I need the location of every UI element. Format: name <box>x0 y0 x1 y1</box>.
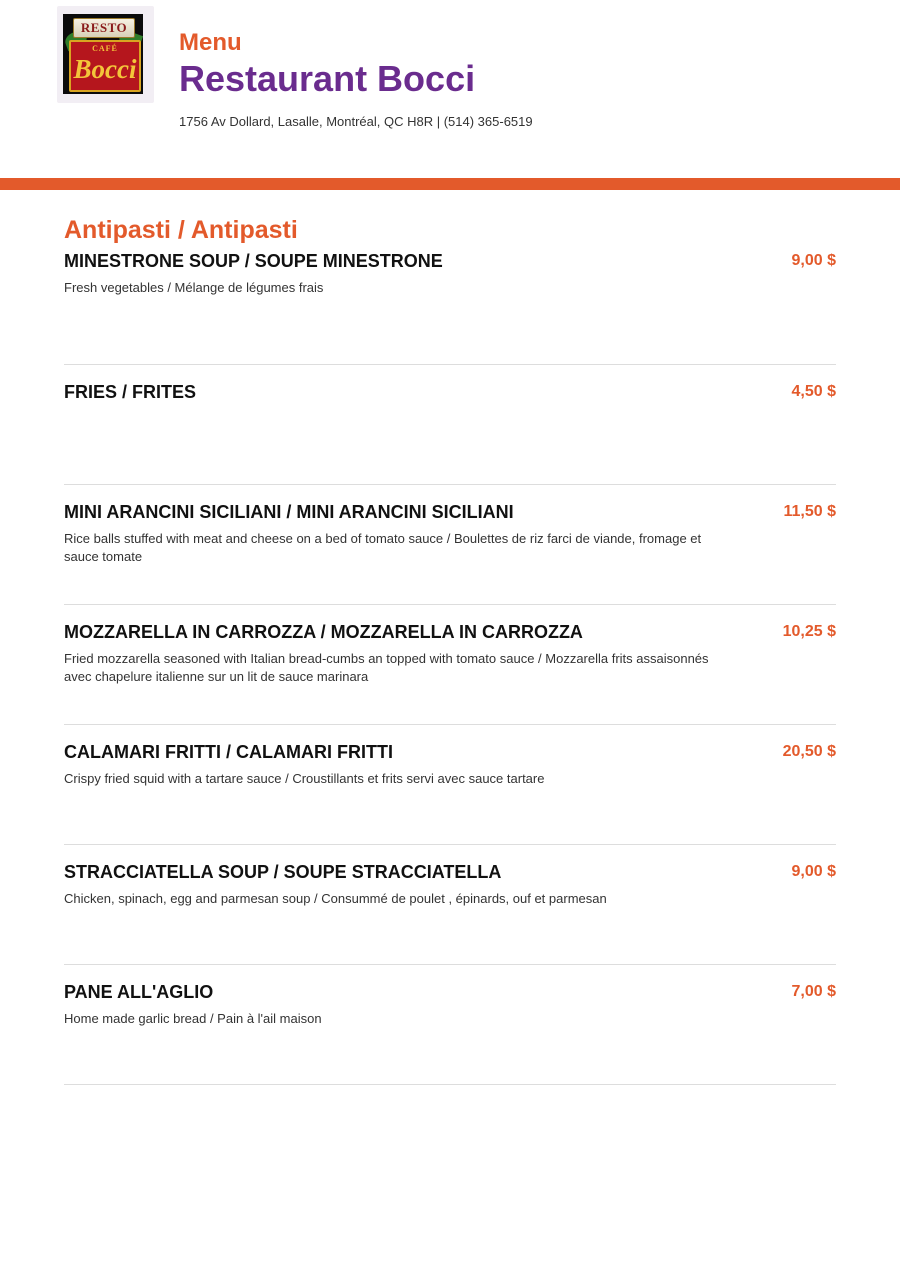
menu-item-header <box>64 622 836 646</box>
menu-item-header <box>64 982 836 1006</box>
menu-item-list <box>64 248 836 1085</box>
restaurant-logo <box>57 6 154 103</box>
menu-item <box>64 248 836 365</box>
menu-item-price: 9,00 $ <box>791 252 836 269</box>
menu-item-price: 4,50 $ <box>791 383 836 400</box>
menu-item-price: 7,00 $ <box>791 983 836 1000</box>
logo-cafe-text: CAFÉ <box>92 44 118 53</box>
menu-item <box>64 725 836 845</box>
menu-content <box>64 216 836 1085</box>
menu-item-header <box>64 502 836 526</box>
menu-item-description: Rice balls stuffed with meat and cheese on a bed of tomato sauce / Boulettes de riz farci de viande, fromage et sauce tomate <box>64 531 702 564</box>
menu-item <box>64 485 836 605</box>
menu-item-description: Crispy fried squid with a tartare sauce / Croustillants et frits servi avec sauce tartare <box>64 771 545 786</box>
menu-item-header <box>64 251 836 275</box>
section-title: Antipasti / Antipasti <box>64 216 298 244</box>
logo-artwork <box>63 14 143 94</box>
restaurant-name: Restaurant Bocci <box>179 58 476 99</box>
menu-item <box>64 365 836 485</box>
menu-item-name: MOZZARELLA IN CARROZZA / MOZZARELLA IN CARROZZA <box>64 622 583 642</box>
menu-item-name: STRACCIATELLA SOUP / SOUPE STRACCIATELLA <box>64 862 502 882</box>
menu-item <box>64 605 836 725</box>
menu-label: Menu <box>179 29 242 56</box>
menu-item-header <box>64 382 836 406</box>
menu-item <box>64 965 836 1085</box>
menu-item <box>64 845 836 965</box>
menu-item-name: CALAMARI FRITTI / CALAMARI FRITTI <box>64 742 393 762</box>
restaurant-address: 1756 Av Dollard, Lasalle, Montréal, QC H8R | (514) 365-6519 <box>179 114 533 129</box>
menu-item-name: MINESTRONE SOUP / SOUPE MINESTRONE <box>64 251 443 271</box>
page-header <box>0 0 900 178</box>
header-divider-bar <box>0 178 900 190</box>
menu-item-price: 9,00 $ <box>791 863 836 880</box>
menu-item-price: 20,50 $ <box>782 743 836 760</box>
logo-resto-text: RESTO <box>73 18 135 38</box>
menu-item-description: Fresh vegetables / Mélange de légumes frais <box>64 280 324 295</box>
menu-item-description: Fried mozzarella seasoned with Italian bread-cumbs an topped with tomato sauce / Mozzarella frits assaisonnés avec chapelure italienne sur un lit de sauce marinara <box>64 651 709 684</box>
menu-item-price: 11,50 $ <box>783 503 836 520</box>
menu-item-price: 10,25 $ <box>782 623 836 640</box>
menu-item-name: MINI ARANCINI SICILIANI / MINI ARANCINI SICILIANI <box>64 502 514 522</box>
menu-item-name: PANE ALL'AGLIO <box>64 982 214 1002</box>
logo-card <box>69 40 141 92</box>
menu-item-description: Chicken, spinach, egg and parmesan soup / Consummé de poulet , épinards, ouf et parmesan <box>64 891 607 906</box>
menu-item-name: FRIES / FRITES <box>64 382 197 402</box>
menu-item-header <box>64 862 836 886</box>
menu-item-description: Home made garlic bread / Pain à l'ail maison <box>64 1011 322 1026</box>
menu-item-header <box>64 742 836 766</box>
logo-bocci-text: Bocci <box>73 54 137 84</box>
